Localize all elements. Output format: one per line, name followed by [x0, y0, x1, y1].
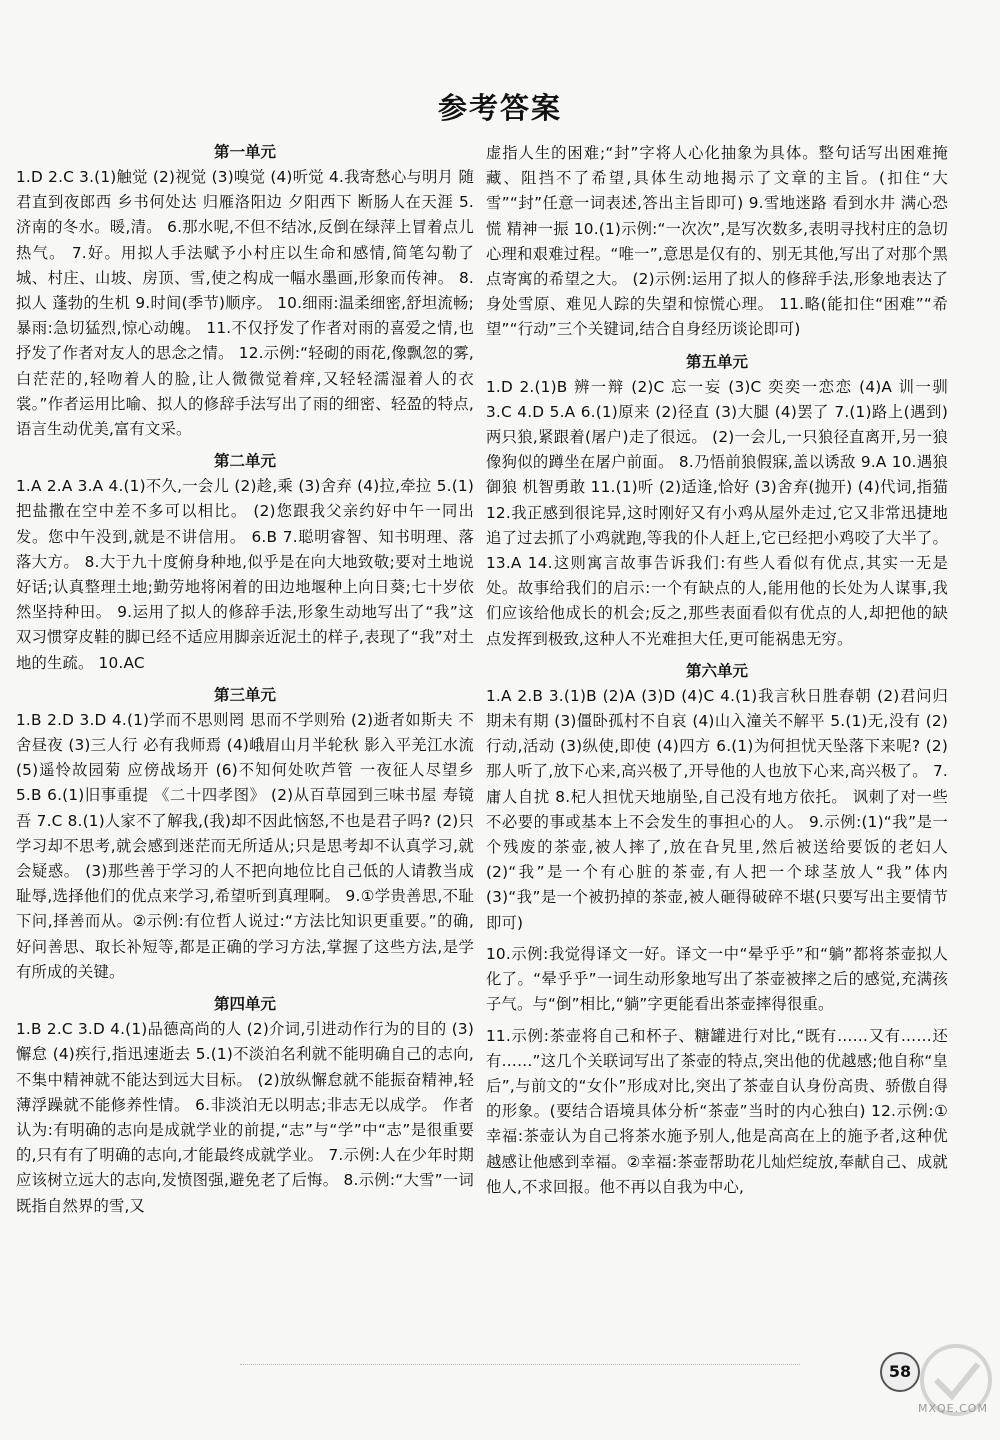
answer-paragraph: 1.D 2.(1)B 辨一辩 (2)C 忘一妄 (3)C 奕奕一恋恋 (4)A 训一驯 3.C 4.D 5.A 6.(1)原来 (2)径直 (3)大腿 (4)罢了 7.(1)路上(遇到)两只狼,紧跟着(屠户)走了很远。 (2)一会儿,一只狼径直离开,另一狼像狗似的蹲坐在屠户前面。 8.乃悟前狼假寐,盖以诱敌 9.A 10.遇狼 御狼 机智勇敢 11.(1)听 (2)适逢,恰好 (3)舍弃(抛开) (4)代词,指猫 12.我正感到很诧异,这时刚好又有小鸡从屋外走过,它又非常迅捷地追了过去抓了小鸡就跑,等我的仆人赶上,它已经把小鸡咬了大半了。 13.A 14.这则寓言故事告诉我们:有些人看似有优点,其实一无是处。故事给我们的启示:一个有缺点的人,能用他的长处为人谋事,我们应该给他成长的机会;反之,那些表面看似有优点的人,却把他的缺点发挥到极致,这种人不光难担大任,更可能祸患无穷。 [486, 377, 948, 648]
page-title: 参考答案 [437, 91, 562, 125]
answer-paragraph: 1.D 2.C 3.(1)触觉 (2)视觉 (3)嗅觉 (4)听觉 4.我寄愁心与明月 随君直到夜郎西 乡书何处达 归雁洛阳边 夕阳西下 断肠人在天涯 5.济南的冬水。暖,清。 6.那水呢,不但不结冰,反倒在绿萍上冒着点儿热气。 7.好。用拟人手法赋予小村庄以生命和感情,简笔勾勒了城、村庄、山坡、房顶、雪,使之构成一幅水墨画,形象而传神。 8.拟人 蓬勃的生机 9.时间(季节)顺序。 10.细雨:温柔细密,舒坦流畅;暴雨:急切猛烈,惊心动魄。 11.不仅抒发了作者对雨的喜爱之情,也抒发了作者对友人的思念之情。 12.示例:“轻砌的雨花,像飘忽的雾,白茫茫的,轻吻着人的脸,让人微微觉着痒,又轻轻濡湿着人的衣裳。”作者运用比喻、拟人的修辞手法写出了雨的细密、轻盈的特点,语言生动优美,富有文采。 [16, 168, 474, 439]
page-number: 58 [880, 1352, 920, 1392]
answer-paragraph: 1.A 2.B 3.(1)B (2)A (3)D (4)C 4.(1)我言秋日胜春朝 (2)君问归期未有期 (3)僵卧孤村不自哀 (4)山入潼关不解平 5.(1)无,没有 (2)行动,活动 (3)纵使,即使 (4)四方 6.(1)为何担忧天坠落下来呢? (2)那人听了,放下心来,高兴极了,开导他的人也放下心来,高兴极了。 7.庸人自扰 8.杞人担忧天地崩坠,自己没有地方依托。 讽刺了对一些不必要的事或基本上不会发生的事担心的人。 9.示例:(1)“我”是一个残废的茶壶,被人摔了,放在旮旯里,然后被送给要饭的老妇人 (2)“我”是一个有心脏的茶壶,有人把一个球茎放人“我”体内 (3)“我”是一个被扔掉的茶壶,被人砸得破碎不堪(只要写出主要情节即可) [486, 686, 948, 932]
left-column [16, 141, 474, 1225]
unit-heading-1: 第一单元 [213, 143, 276, 161]
footer-divider [240, 1364, 800, 1369]
right-column [486, 141, 948, 1206]
answer-paragraph: 1.B 2.D 3.D 4.(1)学而不思则罔 思而不学则殆 (2)逝者如斯夫 不舍昼夜 (3)三人行 必有我师焉 (4)峨眉山月半轮秋 影入平羌江水流 (5)遥怜故园菊 应傍战场开 (6)不知何处吹芦管 一夜征人尽望乡 5.B 6.(1)旧事重提 《二十四孝图》 (2)从百草园到三味书屋 寿镜吾 7.C 8.(1)人家不了解我,(我)却不因此恼怒,不也是君子吗? (2)只学习却不思考,就会感到迷茫而无所适从;只是思考却不认真学习,就会疑惑。 (3)那些善于学习的人不把向地位比自己低的人请教当成耻辱,选择他们的优点来学习,希望听到真理啊。 9.①学贵善思,不耻下问,择善而从。②示例:有位哲人说过:“方法比知识更重要。”的确,好问善思、取长补短等,都是正确的学习方法,掌握了这些方法,是学有所成的关键。 [16, 710, 475, 981]
answer-paragraph: 1.A 2.A 3.A 4.(1)不久,一会儿 (2)趁,乘 (3)舍弃 (4)拉,牵拉 5.(1)把盐撒在空中差不多可以相比。 (2)您跟我父亲约好中午一同出发。您中午没到,就是不讲信用。 6.B 7.聪明睿智、知书明理、落落大方。 8.大于九十度俯身种地,似乎是在向大地致敬;要对土地说好话;认真整理土地;勤劳地将闲着的田边地堰种上向日葵;七十岁依然坚持种田。 9.运用了拟人的修辞手法,形象生动地写出了“我”这双习惯穿皮鞋的脚已经不适应用脚亲近泥土的样子,表现了“我”对土地的生疏。 10.AC [16, 477, 474, 672]
answer-paragraph: 1.B 2.C 3.D 4.(1)品德高尚的人 (2)介词,引进动作行为的目的 (3)懈怠 (4)疾行,指迅速逝去 5.(1)不淡泊名利就不能明确自己的志向,不集中精神就不能达到远大目标。 (2)放纵懈怠就不能振奋精神,轻薄浮躁就不能修养性情。 6.非淡泊无以明志;非志无以成学。 作者认为:有明确的志向是成就学业的前提,“志”与“学”中“志”是很重要的,只有有了明确的志向,才能最终成就学业。 7.示例:人在少年时期应该树立远大的志向,发愤图强,避免老了后悔。 8.示例:“大雪”一词既指自然界的雪,又 [16, 1020, 474, 1215]
unit-heading-6: 第六单元 [685, 661, 748, 680]
watermark-site: MXQE.COM [918, 1402, 988, 1415]
unit-heading-2: 第二单元 [213, 452, 276, 471]
answer-paragraph: 虚指人生的困难;“封”字将人心化抽象为具体。整句话写出困难掩藏、阻挡不了希望,具体生动地揭示了文章的主旨。(扣住“大雪”“封”任意一词表述,答出主旨即可) 9.雪地迷路 看到水井 满心恐慌 精神一振 10.(1)示例:“一次次”,是写次数多,表明寻找村庄的急切心理和艰难过程。“唯一”,意思是仅有的、别无其他,写出了对那个黑点寄寓的希望之大。 (2)示例:运用了拟人的修辞手法,形象地表达了身处雪原、难见人踪的失望和惊慌心理。 11.略(能扣住“困难”“希望”“行动”三个关键词,结合自身经历谈论即可) [486, 144, 948, 339]
unit-heading-3: 第三单元 [213, 685, 276, 704]
answer-paragraph: 10.示例:我觉得译文一好。译文一中“晕乎乎”和“躺”都将茶壶拟人化了。“晕乎乎”一词生动形象地写出了茶壶被摔之后的感觉,充满孩子气。与“倒”相比,“躺”字更能看出茶壶摔得很重。 [486, 944, 948, 1014]
unit-heading-5: 第五单元 [685, 352, 748, 371]
answer-paragraph: 11.示例:茶壶将自己和杯子、糖罐进行对比,“既有……又有……还有……”这几个关联词写出了茶壶的特点,突出他的优越感;他自称“皇后”,与前文的“女仆”形成对比,突出了茶壶自认身份高贵、骄傲自得的形象。(要结合语境具体分析“茶壶”当时的内心独白) 12.示例:①幸福:茶壶认为自己将茶水施予别人,他是高高在上的施予者,这种优越感让他感到幸福。②幸福:茶壶帮助花儿灿烂绽放,奉献自己、成就他人,不求回报。他不再以自我为中心, [486, 1026, 948, 1196]
unit-heading-4: 第四单元 [213, 995, 276, 1014]
watermark-logo-icon [912, 1340, 1000, 1436]
